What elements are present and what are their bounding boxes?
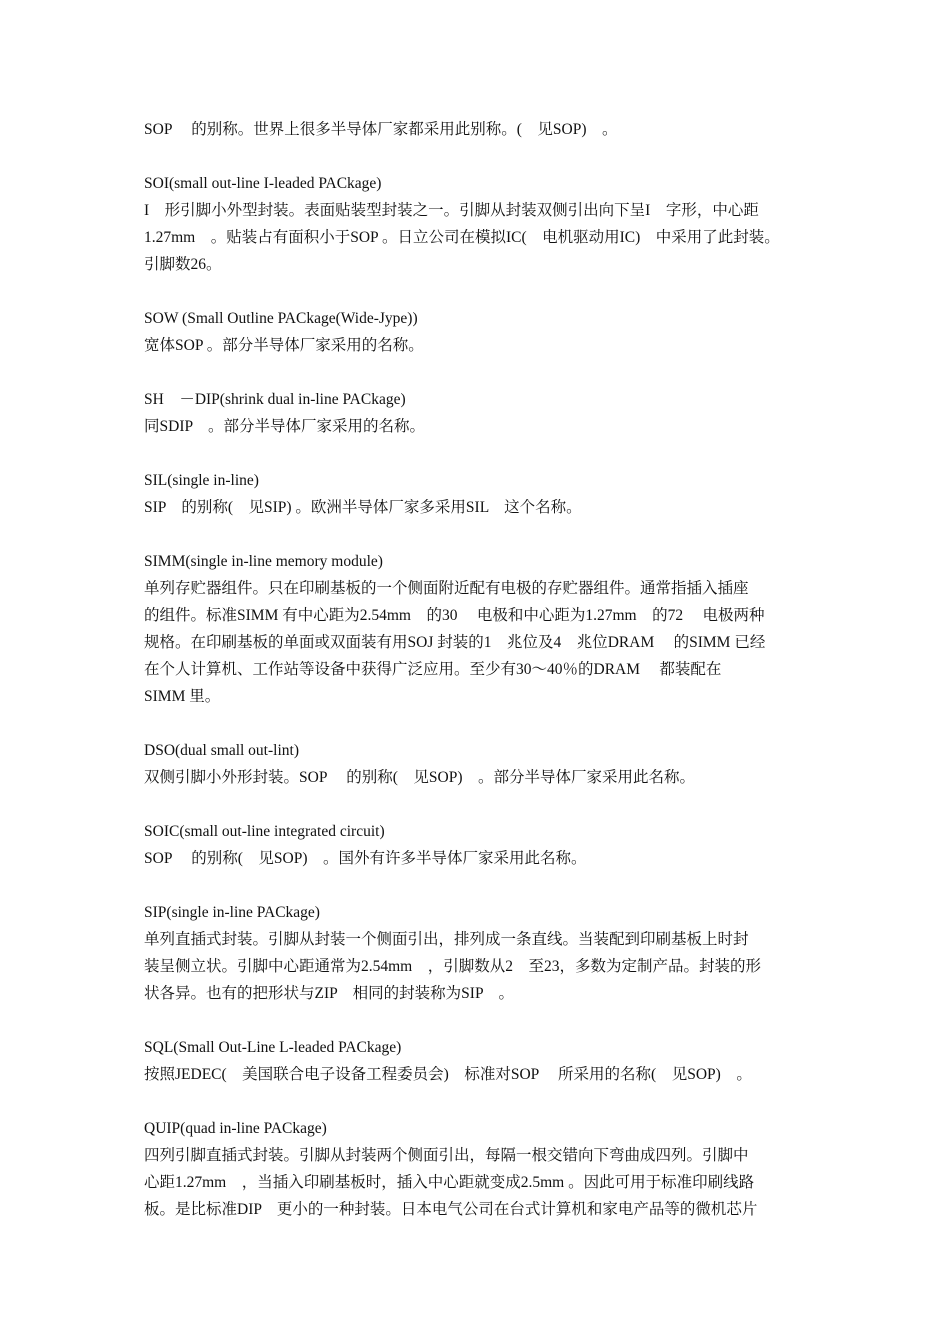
entry-title: SIMM(single in-line memory module)	[144, 553, 383, 570]
entry-title: SIP(single in-line PACkage)	[144, 904, 320, 921]
entry-title: DSO(dual small out-lint)	[144, 742, 299, 759]
paragraph-line: 单列直插式封装。引脚从封装一个侧面引出，排列成一条直线。当装配到印刷基板上时封	[144, 931, 749, 948]
paragraph-line: 状各异。也有的把形状与ZIP 相同的封装称为SIP 。	[144, 985, 515, 1002]
entry-sh-dip	[144, 386, 824, 440]
entry-quip	[144, 1115, 824, 1223]
paragraph-line: 引脚数26。	[144, 256, 222, 273]
document-page	[144, 116, 824, 1250]
paragraph-line: I 形引脚小外型封装。表面贴装型封装之一。引脚从封装双侧引出向下呈I 字形，中心距	[144, 202, 759, 219]
paragraph-line: SIP 的别称( 见SIP) 。欧洲半导体厂家多采用SIL 这个名称。	[144, 499, 582, 516]
entry-title: SQL(Small Out-Line L-leaded PACkage)	[144, 1039, 402, 1056]
paragraph-line: 板。是比标准DIP 更小的一种封装。日本电气公司在台式计算机和家电产品等的微机芯片	[144, 1201, 758, 1218]
paragraph-line: SIMM 里。	[144, 688, 221, 705]
entry-soi	[144, 170, 824, 278]
paragraph-line: 心距1.27mm ，当插入印刷基板时，插入中心距就变成2.5mm 。因此可用于标准印刷线路	[144, 1174, 755, 1191]
entry-simm	[144, 548, 824, 710]
paragraph-line: 规格。在印刷基板的单面或双面装有用SOJ 封装的1 兆位及4 兆位DRAM 的SIMM 已经	[144, 634, 766, 651]
entry-title: SOIC(small out-line integrated circuit)	[144, 823, 385, 840]
paragraph-line: SOP 的别称。世界上很多半导体厂家都采用此别称。( 见SOP) 。	[144, 121, 618, 138]
entry-sip	[144, 899, 824, 1007]
paragraph-line: 同SDIP 。部分半导体厂家采用的名称。	[144, 418, 426, 435]
entry-sow	[144, 305, 824, 359]
entry-dso	[144, 737, 824, 791]
paragraph-line: 宽体SOP 。部分半导体厂家采用的名称。	[144, 337, 424, 354]
entry-title: SH －DIP(shrink dual in-line PACkage)	[144, 391, 406, 408]
paragraph-line: SOP 的别称( 见SOP) 。国外有许多半导体厂家采用此名称。	[144, 850, 587, 867]
paragraph-line: 按照JEDEC( 美国联合电子设备工程委员会) 标准对SOP 所采用的名称( 见SOP) 。	[144, 1066, 752, 1083]
entry-title: QUIP(quad in-line PACkage)	[144, 1120, 327, 1137]
paragraph-line: 单列存贮器组件。只在印刷基板的一个侧面附近配有电极的存贮器组件。通常指插入插座	[144, 580, 749, 597]
paragraph-line: 装呈侧立状。引脚中心距通常为2.54mm ，引脚数从2 至23，多数为定制产品。封装的形	[144, 958, 761, 975]
entry-title: SOI(small out-line I-leaded PACkage)	[144, 175, 382, 192]
entry-title: SIL(single in-line)	[144, 472, 259, 489]
entry-title: SOW (Small Outline PACkage(Wide-Jype))	[144, 310, 418, 327]
entry-sop-alias	[144, 116, 824, 143]
entry-soic	[144, 818, 824, 872]
paragraph-line: 四列引脚直插式封装。引脚从封装两个侧面引出，每隔一根交错向下弯曲成四列。引脚中	[144, 1147, 749, 1164]
paragraph-line: 1.27mm 。贴装占有面积小于SOP 。日立公司在模拟IC( 电机驱动用IC) 中采用了此封装。	[144, 229, 780, 246]
paragraph-line: 双侧引脚小外形封装。SOP 的别称( 见SOP) 。部分半导体厂家采用此名称。	[144, 769, 695, 786]
paragraph-line: 的组件。标准SIMM 有中心距为2.54mm 的30 电极和中心距为1.27mm 的72 电极两种	[144, 607, 765, 624]
entry-sil	[144, 467, 824, 521]
entry-sql	[144, 1034, 824, 1088]
paragraph-line: 在个人计算机、工作站等设备中获得广泛应用。至少有30～40％的DRAM 都装配在	[144, 661, 722, 678]
